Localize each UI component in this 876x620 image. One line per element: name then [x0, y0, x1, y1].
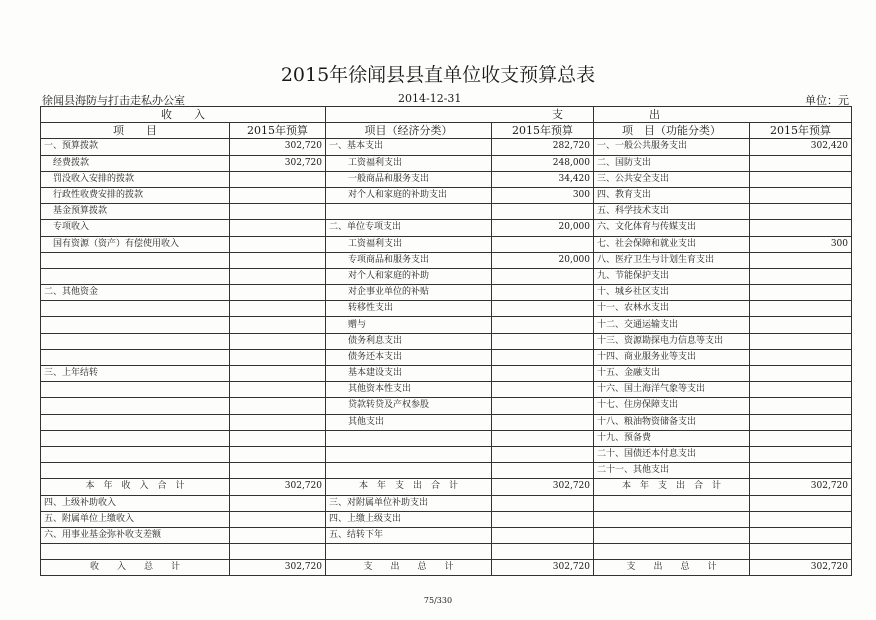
expense-func-item: 七、社会保障和就业支出: [594, 236, 750, 252]
col-item: 项 目: [41, 123, 230, 139]
table-row: [41, 268, 852, 284]
expense-func-item: 二十一、其他支出: [594, 463, 750, 479]
income-item: [41, 252, 230, 268]
empty-cell: [594, 527, 750, 543]
expense-econ-item: 贷款转贷及产权参股: [326, 398, 492, 414]
expense-func-budget: [750, 366, 852, 382]
income-item: 六、用事业基金弥补收支差额: [41, 527, 230, 543]
expense-func-item: 十六、国土海洋气象等支出: [594, 382, 750, 398]
income-budget: [230, 268, 326, 284]
col-budget-econ: 2015年预算: [492, 123, 594, 139]
subtotal-row-econ-value: 302,720: [492, 479, 594, 495]
expense-econ-item: 转移性支出: [326, 301, 492, 317]
table-row: [41, 446, 852, 462]
empty-cell: [594, 544, 750, 560]
income-budget: [230, 187, 326, 203]
empty-cell: [594, 495, 750, 511]
col-budget-func: 2015年预算: [750, 123, 852, 139]
expense-econ-item: [326, 430, 492, 446]
income-budget: [230, 349, 326, 365]
expense-econ-item: 其他资本性支出: [326, 382, 492, 398]
subtotal-row-econ-label: 本 年 支 出 合 计: [326, 479, 492, 495]
expense-econ-budget: [492, 317, 594, 333]
expense-econ-budget: [492, 333, 594, 349]
income-item: [41, 349, 230, 365]
expense-func-item: 十、城乡社区支出: [594, 285, 750, 301]
expense-econ-budget: [492, 236, 594, 252]
expense-econ-budget: [492, 285, 594, 301]
expense-econ-item: 债务还本支出: [326, 349, 492, 365]
page-number: 75/330: [423, 596, 453, 605]
income-budget: [230, 236, 326, 252]
expense-econ-item: 债务利息支出: [326, 333, 492, 349]
expense-func-item: 四、教育支出: [594, 187, 750, 203]
header-row-1: [41, 107, 852, 123]
expense-econ-item: 工资福利支出: [326, 155, 492, 171]
expense-econ-budget: 282,720: [492, 139, 594, 155]
empty-cell: [750, 495, 852, 511]
income-header: 收 入: [41, 107, 326, 123]
income-item: [41, 333, 230, 349]
organization-name: 徐闻县海防与打击走私办公室: [42, 94, 185, 107]
expense-econ-item: 三、对附属单位补助支出: [326, 495, 492, 511]
income-budget: [230, 220, 326, 236]
expense-econ-budget: [492, 398, 594, 414]
expense-func-item: 三、公共安全支出: [594, 171, 750, 187]
expense-func-budget: [750, 430, 852, 446]
expense-func-budget: [750, 333, 852, 349]
total-row-econ-label: 支 出 总 计: [326, 560, 492, 576]
table-row: [41, 414, 852, 430]
table-row: [41, 171, 852, 187]
table-row: [41, 349, 852, 365]
expense-econ-budget: [492, 382, 594, 398]
subtotal-row-func-label: 本 年 支 出 合 计: [594, 479, 750, 495]
page-title: 2015年徐闻县县直单位收支预算总表: [280, 64, 596, 86]
table-row: [41, 301, 852, 317]
expense-econ-item: 对个人和家庭的补助: [326, 268, 492, 284]
expense-econ-item: 其他支出: [326, 414, 492, 430]
income-item: [41, 430, 230, 446]
col-item-econ: 项目（经济分类）: [326, 123, 492, 139]
expense-func-item: 十八、粮油物资储备支出: [594, 414, 750, 430]
income-item: 五、附属单位上缴收入: [41, 511, 230, 527]
col-budget-income: 2015年预算: [230, 123, 326, 139]
expense-econ-item: 一、基本支出: [326, 139, 492, 155]
expense-econ-item: [326, 463, 492, 479]
income-item: [41, 398, 230, 414]
table-row: [41, 544, 852, 560]
budget-table: [40, 106, 852, 576]
income-budget: [230, 301, 326, 317]
income-budget: 302,720: [230, 139, 326, 155]
income-budget: [230, 317, 326, 333]
table-row: [41, 139, 852, 155]
empty-cell: [230, 527, 326, 543]
income-item: 行政性收费安排的拨款: [41, 187, 230, 203]
expense-func-budget: [750, 301, 852, 317]
empty-cell: [492, 495, 594, 511]
subtotal-row-income-label: 本 年 收 入 合 计: [41, 479, 230, 495]
expense-header-right: 出: [594, 107, 852, 123]
table-row: [41, 511, 852, 527]
total-row: [41, 560, 852, 576]
income-item: [41, 382, 230, 398]
expense-func-budget: [750, 171, 852, 187]
expense-econ-budget: 20,000: [492, 252, 594, 268]
table-row: [41, 398, 852, 414]
table-row: [41, 430, 852, 446]
expense-econ-item: [326, 204, 492, 220]
expense-func-item: 二、国防支出: [594, 155, 750, 171]
empty-cell: [492, 544, 594, 560]
income-item: [41, 544, 230, 560]
total-row-func-label: 支 出 总 计: [594, 560, 750, 576]
table-row: [41, 527, 852, 543]
empty-cell: [492, 527, 594, 543]
income-item: 三、上年结转: [41, 366, 230, 382]
income-budget: [230, 252, 326, 268]
expense-func-budget: [750, 349, 852, 365]
expense-func-item: 十四、商业服务业等支出: [594, 349, 750, 365]
expense-econ-item: [326, 446, 492, 462]
expense-func-budget: [750, 463, 852, 479]
expense-func-budget: [750, 398, 852, 414]
expense-econ-item: 五、结转下年: [326, 527, 492, 543]
expense-econ-item: 对个人和家庭的补助支出: [326, 187, 492, 203]
income-budget: [230, 398, 326, 414]
expense-header-left: 支: [326, 107, 594, 123]
expense-econ-budget: 20,000: [492, 220, 594, 236]
expense-func-budget: [750, 155, 852, 171]
income-item: [41, 446, 230, 462]
income-budget: [230, 204, 326, 220]
expense-econ-budget: [492, 446, 594, 462]
income-budget: 302,720: [230, 155, 326, 171]
income-item: 经费拨款: [41, 155, 230, 171]
expense-econ-budget: 34,420: [492, 171, 594, 187]
expense-econ-item: [326, 544, 492, 560]
expense-func-item: 八、医疗卫生与计划生育支出: [594, 252, 750, 268]
total-row-func-value: 302,720: [750, 560, 852, 576]
expense-func-item: 十二、交通运输支出: [594, 317, 750, 333]
table-row: [41, 236, 852, 252]
table-row: [41, 317, 852, 333]
expense-econ-budget: [492, 349, 594, 365]
table-row: [41, 463, 852, 479]
table-row: [41, 204, 852, 220]
expense-func-budget: [750, 382, 852, 398]
income-budget: [230, 414, 326, 430]
total-row-income-value: 302,720: [230, 560, 326, 576]
empty-cell: [594, 511, 750, 527]
expense-econ-item: 基本建设支出: [326, 366, 492, 382]
expense-econ-item: 专项商品和服务支出: [326, 252, 492, 268]
income-budget: [230, 285, 326, 301]
income-budget: [230, 463, 326, 479]
expense-econ-budget: [492, 414, 594, 430]
expense-func-budget: 300: [750, 236, 852, 252]
empty-cell: [230, 544, 326, 560]
income-item: 一、预算拨款: [41, 139, 230, 155]
expense-func-budget: [750, 220, 852, 236]
expense-econ-budget: [492, 301, 594, 317]
report-date: 2014-12-31: [398, 92, 462, 105]
expense-econ-budget: 300: [492, 187, 594, 203]
income-item: 罚没收入安排的拨款: [41, 171, 230, 187]
total-row-income-label: 收 入 总 计: [41, 560, 230, 576]
col-item-func: 项 目（功能分类）: [594, 123, 750, 139]
income-item: [41, 463, 230, 479]
table-row: [41, 382, 852, 398]
table-row: [41, 366, 852, 382]
expense-func-item: 五、科学技术支出: [594, 204, 750, 220]
income-budget: [230, 333, 326, 349]
table-row: [41, 220, 852, 236]
empty-cell: [230, 495, 326, 511]
income-item: 四、上级补助收入: [41, 495, 230, 511]
expense-econ-item: 工资福利支出: [326, 236, 492, 252]
subtotal-row: [41, 479, 852, 495]
expense-func-item: 九、节能保护支出: [594, 268, 750, 284]
expense-econ-item: 四、上缴上级支出: [326, 511, 492, 527]
subtotal-row-income-value: 302,720: [230, 479, 326, 495]
table-row: [41, 285, 852, 301]
expense-econ-budget: [492, 366, 594, 382]
expense-func-item: 十七、住房保障支出: [594, 398, 750, 414]
expense-func-item: 二十、国债还本付息支出: [594, 446, 750, 462]
table-row: [41, 333, 852, 349]
expense-econ-item: 对企事业单位的补贴: [326, 285, 492, 301]
expense-func-item: 六、文化体育与传媒支出: [594, 220, 750, 236]
expense-func-item: 一、一般公共服务支出: [594, 139, 750, 155]
table-row: [41, 187, 852, 203]
expense-func-budget: 302,420: [750, 139, 852, 155]
income-item: 二、其他资金: [41, 285, 230, 301]
expense-econ-budget: 248,000: [492, 155, 594, 171]
expense-func-item: 十一、农林水支出: [594, 301, 750, 317]
income-item: [41, 301, 230, 317]
income-item: 国有资源（资产）有偿使用收入: [41, 236, 230, 252]
unit-label: 单位：元: [805, 94, 849, 107]
empty-cell: [750, 544, 852, 560]
expense-econ-budget: [492, 268, 594, 284]
expense-func-budget: [750, 268, 852, 284]
expense-func-item: 十九、预备费: [594, 430, 750, 446]
expense-func-budget: [750, 252, 852, 268]
income-item: 专项收入: [41, 220, 230, 236]
expense-econ-item: 二、单位专项支出: [326, 220, 492, 236]
expense-func-budget: [750, 187, 852, 203]
income-item: [41, 414, 230, 430]
expense-econ-budget: [492, 204, 594, 220]
expense-func-budget: [750, 446, 852, 462]
table-row: [41, 495, 852, 511]
income-budget: [230, 446, 326, 462]
income-budget: [230, 382, 326, 398]
empty-cell: [492, 511, 594, 527]
table-row: [41, 252, 852, 268]
income-item: [41, 317, 230, 333]
income-budget: [230, 430, 326, 446]
expense-func-budget: [750, 285, 852, 301]
expense-econ-item: 一般商品和服务支出: [326, 171, 492, 187]
expense-func-budget: [750, 414, 852, 430]
expense-econ-budget: [492, 463, 594, 479]
expense-func-item: 十三、资源勘探电力信息等支出: [594, 333, 750, 349]
expense-func-item: 十五、金融支出: [594, 366, 750, 382]
empty-cell: [750, 527, 852, 543]
income-item: 基金预算拨款: [41, 204, 230, 220]
income-budget: [230, 366, 326, 382]
header-row-2: [41, 123, 852, 139]
table-row: [41, 155, 852, 171]
expense-econ-item: 赠与: [326, 317, 492, 333]
expense-func-budget: [750, 204, 852, 220]
expense-econ-budget: [492, 430, 594, 446]
income-budget: [230, 171, 326, 187]
total-row-econ-value: 302,720: [492, 560, 594, 576]
empty-cell: [750, 511, 852, 527]
subtotal-row-func-value: 302,720: [750, 479, 852, 495]
income-item: [41, 268, 230, 284]
empty-cell: [230, 511, 326, 527]
expense-func-budget: [750, 317, 852, 333]
